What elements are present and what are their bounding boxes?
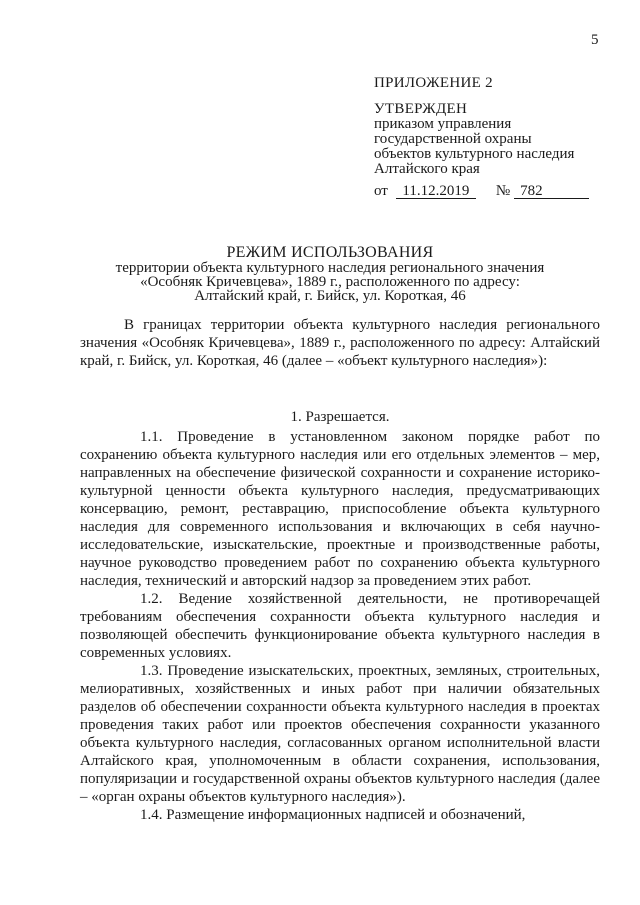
- order-number: 782: [514, 184, 589, 199]
- approval-block: [374, 76, 589, 199]
- date-label: от: [374, 183, 388, 199]
- heading-subtitle-line: Алтайский край, г. Бийск, ул. Короткая, 46: [194, 288, 466, 304]
- approved-label: УТВЕРЖДЕН: [374, 101, 468, 117]
- document-heading: [40, 246, 620, 303]
- number-label: №: [495, 183, 511, 199]
- intro-section: [80, 316, 600, 370]
- page-number: 5: [591, 32, 599, 48]
- permitted-items: [80, 428, 600, 824]
- approval-line: объектов культурного наследия: [374, 146, 575, 162]
- section-title: 1. Разрешается.: [290, 409, 390, 425]
- list-item: 1.1. Проведение в установленном законом порядке работ по сохранению объекта культурного наследия или его отдельных элементов – мер, направленных на обеспечение физической сохранности и сохранение историко-культурной ценности объекта культурного наследия, предусматривающих консервацию, ремонт, реставрацию, приспособление объекта культурного наследия для современного использования и включающих в себя научно-исследовательские, изыскательские, проектные и производственные работы, научное руководство проведением работ по сохранению объекта культурного наследия, технический и авторский надзор за проведением этих работ.: [80, 429, 600, 589]
- order-date-number-row: [374, 184, 589, 199]
- approval-line: приказом управления: [374, 116, 512, 132]
- intro-paragraph: В границах территории объекта культурного наследия регионального значения «Особняк Кричевцева», 1889 г., расположенного по адресу: Алтайский край, г. Бийск, ул. Короткая, 46 (далее – «объект культурного наследия»):: [80, 317, 600, 369]
- order-date: 11.12.2019: [396, 184, 476, 199]
- appendix-label: ПРИЛОЖЕНИЕ 2: [374, 75, 493, 91]
- approval-line: Алтайского края: [374, 161, 480, 177]
- list-item: 1.3. Проведение изыскательских, проектных, земляных, строительных, мелиоративных, хозяйственных и иных работ при наличии обязательных разделов об обеспечении сохранности объекта культурного наследия в проектах проведения таких работ или проектов обеспечения сохранности указанного объекта культурного наследия, согласованных органом исполнительной власти Алтайского края, уполномоченным в области сохранения, использования, популяризации и государственной охраны объектов культурного наследия (далее – «орган охраны объектов культурного наследия»).: [80, 663, 600, 805]
- list-item: 1.2. Ведение хозяйственной деятельности, не противоречащей требованиям обеспечения сохранности объекта культурного наследия и позволяющей обеспечить функционирование объекта культурного наследия в современных условиях.: [80, 591, 600, 661]
- document-title: РЕЖИМ ИСПОЛЬЗОВАНИЯ: [226, 244, 434, 261]
- heading-subtitle-line: «Особняк Кричевцева», 1889 г., расположенного по адресу:: [140, 274, 520, 290]
- approval-line: государственной охраны: [374, 131, 532, 147]
- heading-subtitle-line: территории объекта культурного наследия регионального значения: [115, 260, 545, 276]
- list-item: 1.4. Размещение информационных надписей и обозначений,: [140, 807, 526, 823]
